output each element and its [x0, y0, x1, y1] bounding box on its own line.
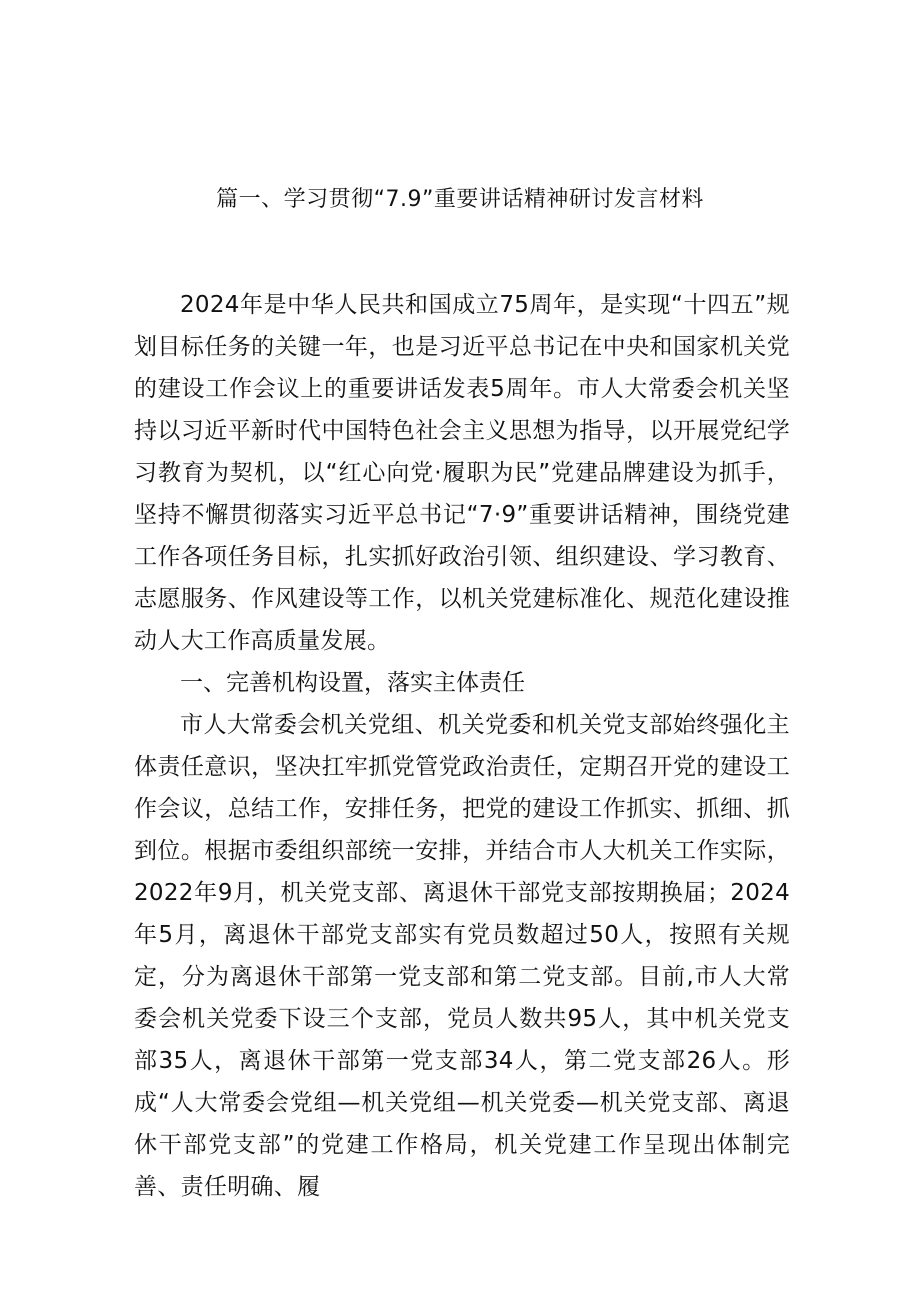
- section-heading: 一、完善机构设置，落实主体责任: [180, 670, 525, 696]
- document-body: [134, 284, 790, 1208]
- document-title: 篇一、学习贯彻“7.9”重要讲话精神研讨发言材料: [216, 187, 704, 212]
- section-paragraph: 市人大常委会机关党组、机关党委和机关党支部始终强化主体责任意识，坚决扛牢抓党管党政治责任，定期召开党的建设工作会议，总结工作，安排任务，把党的建设工作抓实、抓细、抓到位。根据市委组织部统一安排，并结合市人大机关工作实际，2022年9月，机关党支部、离退休干部党支部按期换届；2024年5月，离退休干部党支部实有党员数超过50人，按照有关规定，分为离退休干部第一党支部和第二党支部。目前,市人大常委会机关党委下设三个支部，党员人数共95人，其中机关党支部35人，离退休干部第一党支部34人，第二党支部26人。形成“人大常委会党组—机关党组—机关党委—机关党支部、离退休干部党支部”的党建工作格局，机关党建工作呈现出体制完善、责任明确、履: [134, 712, 790, 1200]
- intro-paragraph: 2024年是中华人民共和国成立75周年，是实现“十四五”规划目标任务的关键一年，也是习近平总书记在中央和国家机关党的建设工作会议上的重要讲话发表5周年。市人大常委会机关坚持以习近平新时代中国特色社会主义思想为指导，以开展党纪学习教育为契机，以“红心向党·履职为民”党建品牌建设为抓手，坚持不懈贯彻落实习近平总书记“7·9”重要讲话精神，围绕党建工作各项任务目标，扎实抓好政治引领、组织建设、学习教育、志愿服务、作风建设等工作，以机关党建标准化、规范化建设推动人大工作高质量发展。: [134, 292, 790, 654]
